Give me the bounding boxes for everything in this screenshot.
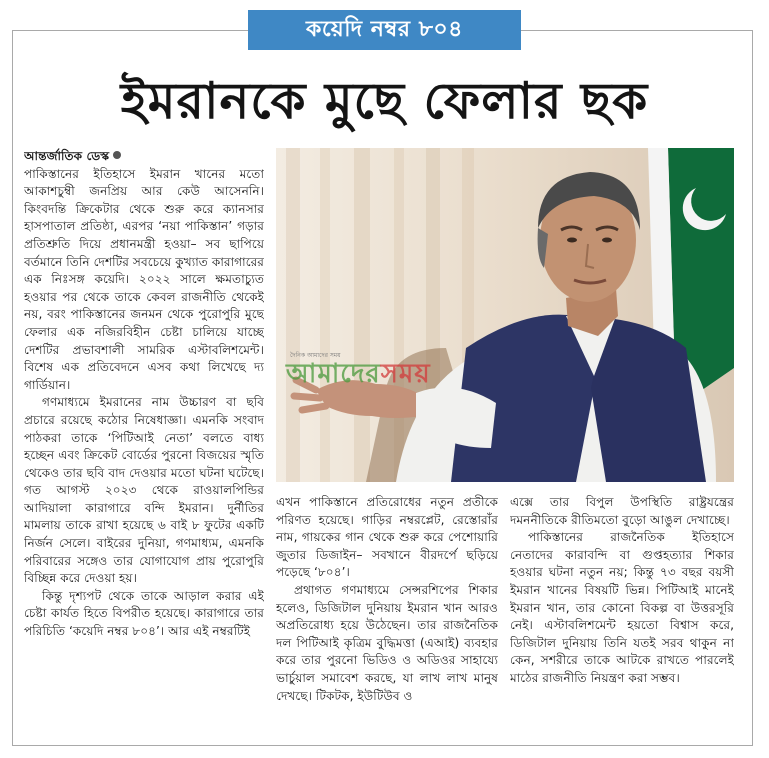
paragraph: এক্সে তার বিপুল উপস্থিতি রাষ্ট্রযন্ত্রের দমননীতিকে রীতিমতো বুড়ো আঙুল দেখাচ্ছে। xyxy=(510,495,734,527)
text-column-1 xyxy=(24,148,264,738)
headline: ইমরানকে মুছে ফেলার ছক xyxy=(120,71,649,130)
paragraph: এখন পাকিস্তানে প্রতিরোধের নতুন প্রতীকে পরিণত হয়েছে। গাড়ির নম্বরপ্লেট, রেস্তোরাঁর নাম, গায়কের গান থেকে শুরু করে পেশোয়ারি জুতার ডিজাইন– সবখানে বীরদর্পে ছড়িয়ে পড়েছে ‘৮০৪’। xyxy=(276,495,498,580)
paragraph: পাকিস্তানের ইতিহাসে ইমরান খানের মতো আকাশচুম্বী জনপ্রিয় আর কেউ আসেননি। কিংবদন্তি ক্রিকেটার থেকে শুরু করে ক্যানসার হাসপাতাল প্রতিষ্ঠা, এরপর ‘নয়া পাকিস্তান’ গড়ার প্রতিশ্রুতি দিয়ে প্রধানমন্ত্রী হওয়া– সব ছাপিয়ে বর্তমানে তিনি দেশটির সবচেয়ে কুখ্যাত কারাগারের এক নিঃসঙ্গ কয়েদি। ২০২২ সালে ক্ষমতাচ্যুত হওয়ার পর থেকে তাকে কেবল রাজনীতি থেকেই নয়, বরং পাকিস্তানের জনমন থেকে পুরোপুরি মুছে ফেলার এক নজিরবিহীন চেষ্টা চালিয়ে যাচ্ছে দেশটির প্রভাবশালী সামরিক এস্টাবলিশমেন্ট। বিশেষ এক প্রতিবেদনে এসব কথা লিখেছে দ্য গার্ডিয়ান। xyxy=(24,166,264,392)
news-photo xyxy=(276,148,734,482)
paragraph: গণমাধ্যমে ইমরানের নাম উচ্চারণ বা ছবি প্রচারে রয়েছে কঠোর নিষেধাজ্ঞা। এমনকি সংবাদ পাঠকরা তাকে ‘পিটিআই নেতা’ বলতে বাধ্য হচ্ছেন এবং ক্রিকেট বোর্ডের পুরনো বিজয়ের স্মৃতি থেকেও তার ছবি বাদ দেওয়ার মতো ঘটনা ঘটেছে। গত আগস্ট ২০২৩ থেকে রাওয়ালপিন্ডির আদিয়ালা কারাগারে বন্দি ইমরান। দুর্নীতির মামলায় তাকে রাখা হয়েছে ৬ বাই ৮ ফুটের একটি নির্জন সেলে। বাইরের দুনিয়া, গণমাধ্যম, এমনকি পরিবারের সঙ্গেও তার যোগাযোগ প্রায় পুরোপুরি বিচ্ছিন্ন করে দেওয়া হয়। xyxy=(24,395,264,586)
portrait-illustration xyxy=(276,148,734,482)
text-column-2 xyxy=(276,494,498,739)
watermark-part1: আমাদের xyxy=(286,359,381,389)
watermark xyxy=(286,352,431,390)
dateline xyxy=(24,148,264,166)
bullet-icon xyxy=(113,151,121,159)
kicker-label: কয়েদি নম্বর ৮০৪ xyxy=(248,10,521,50)
dateline-text: আন্তর্জাতিক ডেস্ক xyxy=(24,149,110,163)
paragraph: প্রথাগত গণমাধ্যমে সেন্সরশিপের শিকার হলেও, ডিজিটাল দুনিয়ায় ইমরান খান আরও অপ্রতিরোধ্য হয়ে উঠেছেন। তার রাজনৈতিক দল পিটিআই কৃত্রিম বুদ্ধিমত্তা (এআই) ব্যবহার করে তার পুরনো ভিডিও ও অডিওর সাহায্যে ভার্চুয়াল সমাবেশ করছে, যা লাখ লাখ মানুষ দেখছে। টিকটক, ইউটিউব ও xyxy=(276,582,498,703)
paragraph: কিন্তু দৃশ্যপট থেকে তাকে আড়াল করার এই চেষ্টা কার্যত হিতে বিপরীত হয়েছে। কারাগারে তার পরিচিতি ‘কয়েদি নম্বর ৮০৪’। আর এই নম্বরটিই xyxy=(24,588,264,639)
watermark-subtitle: দৈনিক আমাদের সময় xyxy=(290,352,341,359)
watermark-part2: সময় xyxy=(380,359,431,389)
text-column-3 xyxy=(510,494,734,739)
watermark-logo xyxy=(286,353,431,397)
paragraph: পাকিস্তানের রাজনৈতিক ইতিহাসে নেতাদের কারাবন্দি বা গুপ্তহত্যার শিকার হওয়ার ঘটনা নতুন নয়; কিন্তু ৭৩ বছর বয়সী ইমরান খানের বিষয়টি ভিন্ন। পিটিআই মানেই ইমরান খান, তার কোনো বিকল্প বা উত্তরসূরি নেই। এস্টাবলিশমেন্ট হয়তো বিশ্বাস করে, ডিজিটাল দুনিয়ায় তিনি যতই সরব থাকুন না কেন, সশরীরে তাকে আটকে রাখতে পারলেই মাঠের রাজনীতি নিয়ন্ত্রণ করা সম্ভব। xyxy=(510,530,734,685)
